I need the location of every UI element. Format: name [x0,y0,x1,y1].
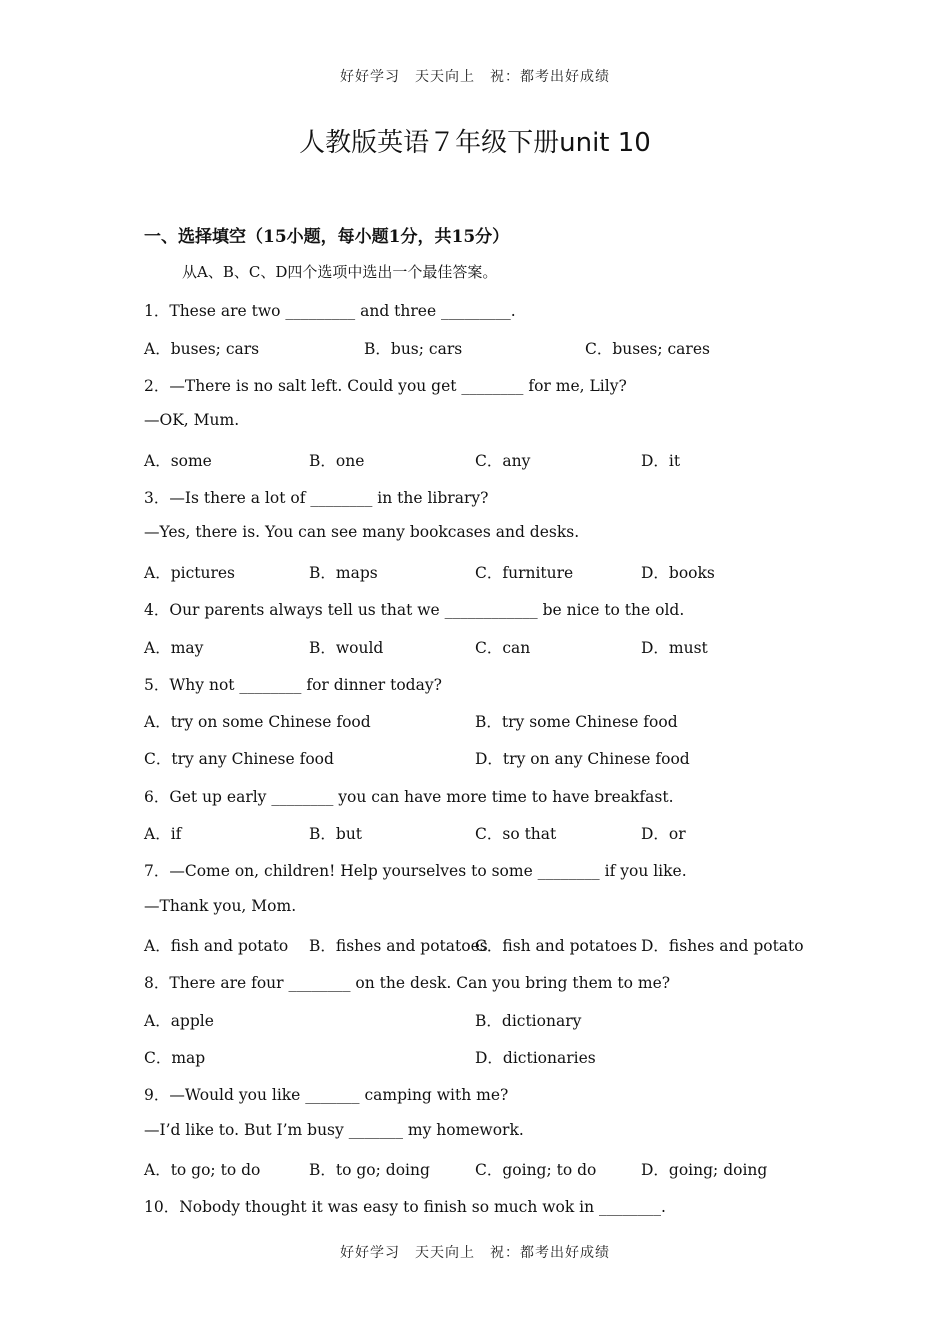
question-7: 7．—Come on, children! Help yourselves to some ________ if you like. [144,862,687,880]
q8-option-b: B．dictionary [475,1012,582,1030]
q6-option-c: C．so that [475,825,557,843]
question-4: 4．Our parents always tell us that we ____________ be nice to the old. [144,601,685,619]
q6-option-b: B．but [309,825,363,843]
q7-option-a: A．fish and potato [144,937,289,955]
q2-option-b: B．one [309,452,365,470]
question-1: 1．These are two _________ and three _________. [144,302,516,320]
q5-option-d: D．try on any Chinese food [475,750,690,768]
q2-option-c: C．any [475,452,531,470]
q8-option-d: D．dictionaries [475,1049,596,1067]
q3-option-b: B．maps [309,564,378,582]
q5-option-a: A．try on some Chinese food [144,713,371,731]
q9-option-c: C．going; to do [475,1161,597,1179]
q7-option-d: D．fishes and potato [641,937,804,955]
q9-option-b: B．to go; doing [309,1161,430,1179]
q8-option-a: A．apple [144,1012,214,1030]
q1-option-c: C．buses; cares [585,340,710,358]
q3-option-c: C．furniture [475,564,574,582]
q3-option-a: A．pictures [144,564,236,582]
q6-option-a: A．if [144,825,182,843]
q8-option-c: C．map [144,1049,206,1067]
q6-option-d: D．or [641,825,686,843]
question-3-reply: —Yes, there is. You can see many bookcases and desks. [144,523,580,541]
page-footer: 好好学习 天天向上 祝：都考出好成绩 [340,1245,610,1261]
question-6: 6．Get up early ________ you can have more time to have breakfast. [144,788,674,806]
q9-option-d: D．going; doing [641,1161,768,1179]
q4-option-b: B．would [309,639,384,657]
q4-option-d: D．must [641,639,708,657]
q3-option-d: D．books [641,564,715,582]
q4-option-a: A．may [144,639,204,657]
q9-option-a: A．to go; to do [144,1161,261,1179]
question-8: 8．There are four ________ on the desk. Can you bring them to me? [144,974,671,992]
question-10: 10．Nobody thought it was easy to finish so much wok in ________. [144,1198,666,1216]
q5-option-b: B．try some Chinese food [475,713,678,731]
page-title: 人教版英语７年级下册unit 10 [299,128,651,158]
question-7-reply: —Thank you, Mom. [144,897,297,915]
question-2-reply: —OK, Mum. [144,411,240,429]
q1-option-a: A．buses; cars [144,340,260,358]
section-heading: 一、选择填空（15小题，每小题1分，共15分） [144,227,510,247]
page-header: 好好学习 天天向上 祝：都考出好成绩 [340,69,610,85]
q4-option-c: C．can [475,639,531,657]
q5-option-c: C．try any Chinese food [144,750,334,768]
q2-option-d: D．it [641,452,681,470]
q1-option-b: B．bus; cars [364,340,463,358]
q7-option-c: C．fish and potatoes [475,937,638,955]
q2-option-a: A．some [144,452,212,470]
question-5: 5．Why not ________ for dinner today? [144,676,442,694]
question-9: 9．—Would you like _______ camping with me? [144,1086,509,1104]
question-9-reply: —I’d like to. But I’m busy _______ my homework. [144,1121,524,1139]
q7-option-b: B．fishes and potatoes [309,937,488,955]
instruction: 从A、B、C、D四个选项中选出一个最佳答案。 [182,263,498,281]
question-3: 3．—Is there a lot of ________ in the library? [144,489,489,507]
question-2: 2．—There is no salt left. Could you get ________ for me, Lily? [144,377,627,395]
